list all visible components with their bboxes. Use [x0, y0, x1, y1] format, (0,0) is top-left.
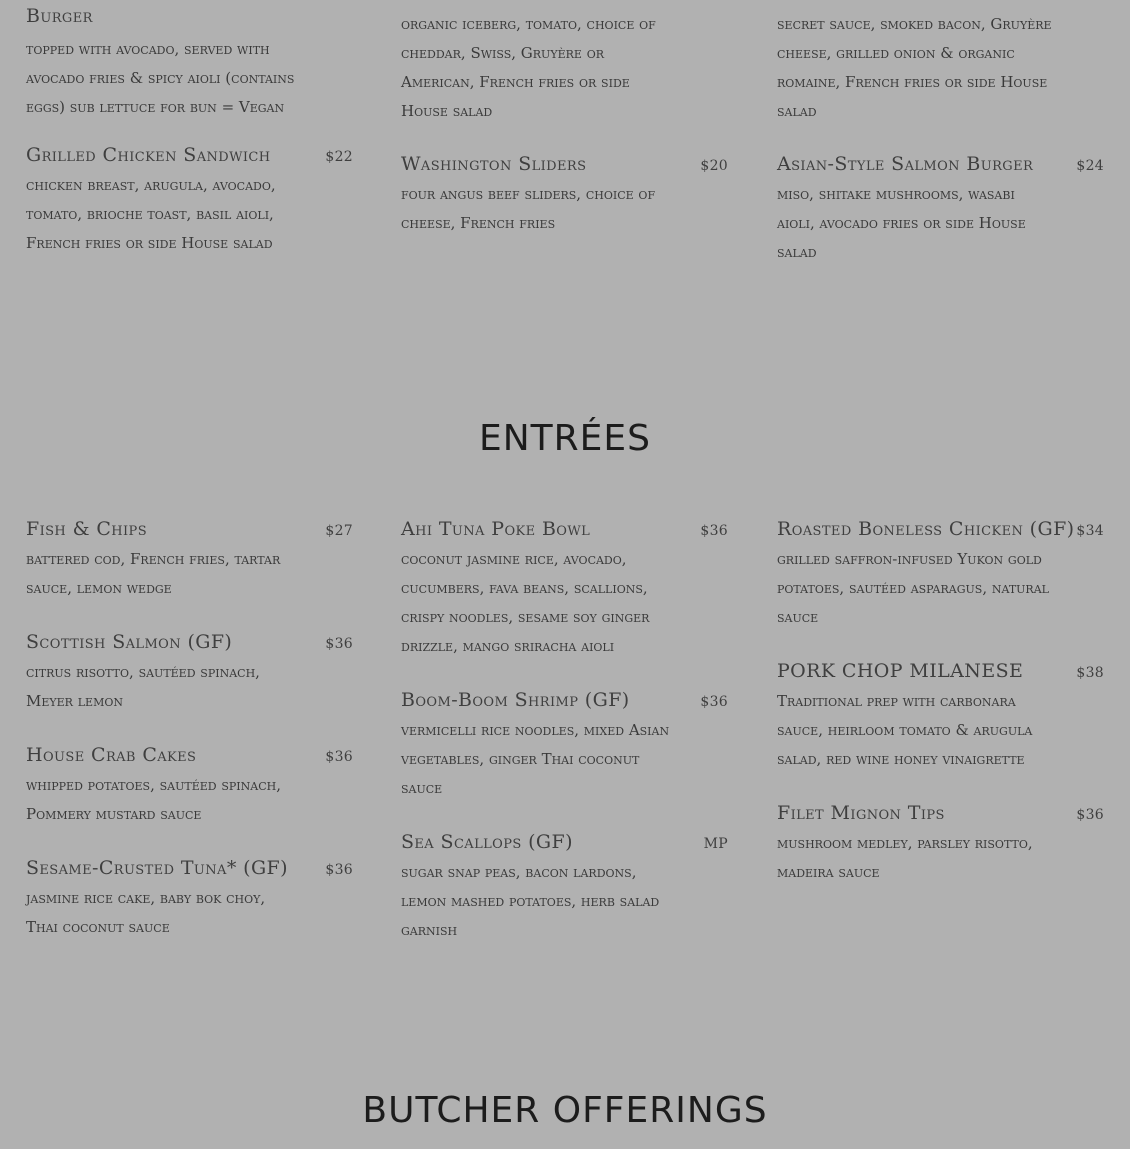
item-price: $36 — [325, 862, 353, 878]
item-price: $34 — [1076, 523, 1104, 539]
menu-item — [401, 153, 728, 238]
item-price: $22 — [325, 149, 353, 165]
item-name: House Crab Cakes — [26, 744, 197, 766]
entrees-column-1 — [26, 518, 353, 942]
item-name: Sesame-Crusted Tuna* (GF) — [26, 857, 288, 879]
item-name: Fish & Chips — [26, 518, 148, 540]
menu-item — [777, 802, 1104, 887]
item-price: $24 — [1076, 158, 1104, 174]
menu-item — [401, 518, 728, 661]
entrees-column-3 — [777, 518, 1104, 887]
section-title-entrees: ENTRÉES — [478, 418, 652, 459]
item-price: $38 — [1076, 665, 1104, 681]
item-description: whipped potatoes, sautéed spinach, Pommery mustard sauce — [26, 776, 281, 823]
menu-item — [26, 5, 353, 122]
item-description: mushroom medley, parsley risotto, madeira sauce — [777, 834, 1033, 881]
item-price: $27 — [325, 523, 353, 539]
item-name: PORK CHOP MILANESE — [777, 660, 1024, 682]
item-description: citrus risotto, sautéed spinach, Meyer lemon — [26, 663, 260, 710]
item-description: topped with avocado, served with avocado fries & spicy aioli (contains eggs) sub lettuce for bun = Vegan — [26, 40, 295, 116]
menu-item — [777, 10, 1104, 126]
item-price: MP — [703, 836, 728, 852]
item-description: battered cod, French fries, tartar sauce, lemon wedge — [26, 550, 281, 597]
menu-item — [26, 518, 353, 603]
item-description: Traditional prep with carbonara sauce, heirloom tomato & arugula salad, red wine honey vinaigrette — [777, 692, 1033, 768]
item-price: $36 — [700, 523, 728, 539]
menu-item — [401, 10, 728, 126]
item-name: Grilled Chicken Sandwich — [26, 144, 271, 166]
menu-item — [26, 857, 353, 942]
item-price: $36 — [325, 636, 353, 652]
item-name: Washington Sliders — [401, 153, 587, 175]
item-description: organic iceberg, tomato, choice of cheddar, Swiss, Gruyère or American, French fries or side House salad — [401, 15, 656, 120]
section-title-butcher-offerings: BUTCHER OFFERINGS — [362, 1090, 768, 1131]
item-description: secret sauce, smoked bacon, Gruyère cheese, grilled onion & organic romaine, French fries or side House salad — [777, 15, 1052, 120]
menu-item — [777, 153, 1104, 267]
item-name: Boom-Boom Shrimp (GF) — [401, 689, 630, 711]
item-description: four angus beef sliders, choice of cheese, French fries — [401, 185, 656, 232]
item-description: grilled saffron-infused Yukon gold potatoes, sautéed asparagus, natural sauce — [777, 550, 1049, 626]
menu-item — [401, 689, 728, 803]
entrees-column-2 — [401, 518, 728, 945]
item-description: coconut jasmine rice, avocado, cucumbers, fava beans, scallions, crispy noodles, sesame soy ginger drizzle, mango sriracha aioli — [401, 550, 650, 655]
menu-item — [777, 660, 1104, 774]
menu-item — [26, 744, 353, 829]
item-name: Sea Scallops (GF) — [401, 831, 573, 853]
menu-item — [26, 631, 353, 716]
item-price: $36 — [325, 749, 353, 765]
item-name: Asian-Style Salmon Burger — [777, 153, 1034, 175]
item-price: $36 — [700, 694, 728, 710]
item-description: miso, shitake mushrooms, wasabi aioli, avocado fries or side House salad — [777, 185, 1026, 261]
item-description: chicken breast, arugula, avocado, tomato, brioche toast, basil aioli, French fries or side House salad — [26, 176, 276, 252]
menu-item — [26, 144, 353, 258]
menu-item — [401, 831, 728, 945]
item-price: $20 — [700, 158, 728, 174]
top-column-2 — [401, 10, 728, 238]
top-column-3 — [777, 10, 1104, 267]
item-name: Burger — [26, 5, 93, 27]
item-description: sugar snap peas, bacon lardons, lemon mashed potatoes, herb salad garnish — [401, 863, 660, 939]
item-description: vermicelli rice noodles, mixed Asian vegetables, ginger Thai coconut sauce — [401, 721, 670, 797]
item-name: Filet Mignon Tips — [777, 802, 945, 824]
item-name: Scottish Salmon (GF) — [26, 631, 233, 653]
menu-item — [777, 518, 1104, 632]
item-name: Ahi Tuna Poke Bowl — [401, 518, 591, 540]
item-description: jasmine rice cake, baby bok choy, Thai coconut sauce — [26, 889, 266, 936]
top-column-1 — [26, 5, 353, 258]
item-name: Roasted Boneless Chicken (GF) — [777, 518, 1075, 540]
item-price: $36 — [1076, 807, 1104, 823]
